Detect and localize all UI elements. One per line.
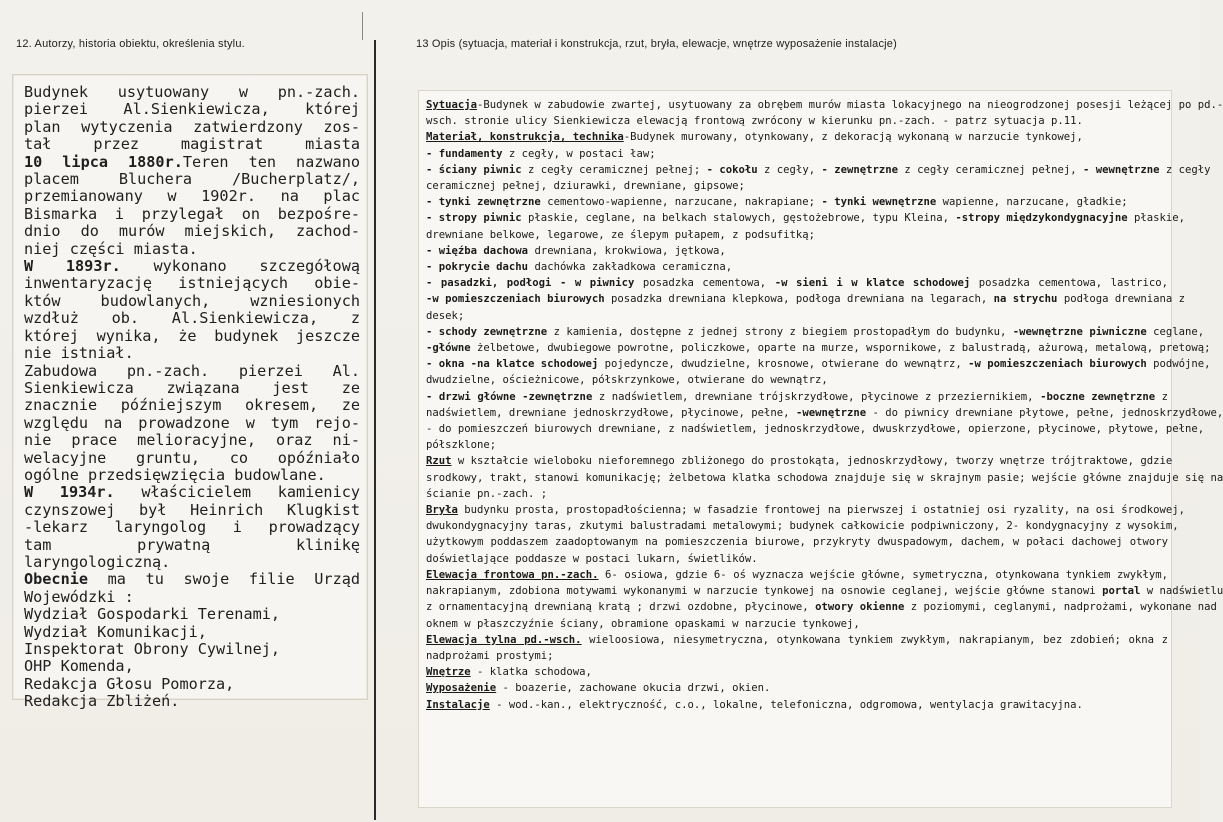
description-fragment: dwudzielne, ościeżnicowe, półskrzynkowe, otwierane do wewnątrz, (426, 374, 828, 387)
description-fragment: srodkowy, trakt, stanowi komunikację; żelbetowa klatka schodowa znajduje się w skrajnym pasie; wejście główne znajduje się na (426, 471, 1223, 484)
description-line (426, 389, 1168, 405)
section-heading: Elewacja frontowa pn.-zach. (426, 568, 599, 581)
description-fragment: - klatka schodowa, (470, 666, 592, 679)
description-line (426, 664, 1168, 680)
description-line (426, 437, 1168, 453)
description-fragment: wieloosiowa, niesymetryczna, otynkowana tynkiem zwykłym, nakrapianym, bez zdobień; okna z (581, 633, 1168, 646)
element-term: - pokrycie dachu (426, 261, 529, 274)
history-line: plan wytyczenia zatwierdzony zos- (24, 117, 360, 136)
description-line (426, 129, 1168, 145)
history-line: której wynika, że budynek jeszcze (24, 326, 360, 345)
history-line: pierzei Al.Sienkiewicza, której (24, 100, 360, 119)
description-fragment: płaskie, (1127, 212, 1185, 225)
history-line: 10 lipca 1880r.Teren ten nazwano (24, 152, 360, 171)
description-line (426, 275, 1168, 291)
history-line: welacyjne gruntu, co opóźniało (24, 448, 360, 467)
element-term: - stropy piwnic (426, 212, 522, 225)
history-line: nie istniał. (24, 344, 134, 363)
history-line: -lekarz laryngolog i prowadzący (24, 518, 360, 537)
description-line (426, 324, 1205, 340)
description-fragment: z cegły ceramicznej pełnej; (521, 163, 707, 176)
history-line: Inspektorat Obrony Cywilnej, (24, 640, 281, 658)
description-fragment: nakrapianym, zdobiona motywami wykonanymi w narzucie tynkowej na osnowie ceglanej, wejście główne stanowi (426, 585, 1103, 598)
element-term: - cokołu (706, 163, 758, 176)
history-line-emphasis: Obecnie (24, 570, 89, 589)
description-line (426, 210, 1185, 226)
description-fragment: z poziomymi, ceglanymi, nadprożami, wykonane nad (904, 601, 1217, 614)
element-term: na strychu (993, 293, 1058, 306)
description-fragment: półszklone; (426, 439, 497, 452)
element-term: -stropy międzykondygnacyjne (955, 212, 1128, 225)
description-fragment: -Budynek murowany, otynkowany, z dekoracją wykonaną w narzucie tynkowej, (623, 131, 1083, 144)
description-line (426, 632, 1168, 648)
history-line: Redakcja Zbliżeń. (24, 692, 180, 711)
left-section-header: 12. Autorzy, historia obiektu, określenia stylu. (16, 38, 245, 50)
history-text (24, 84, 360, 711)
description-line (426, 502, 1185, 518)
description-fragment (551, 277, 560, 289)
description-line (426, 356, 1211, 372)
history-line: placem Bluchera /Bucherplatz/, (24, 170, 360, 189)
history-line: niej części miasta. (24, 239, 198, 258)
history-line: przemianowany w 1902r. na plac (24, 187, 360, 206)
history-line: czynszowej był Heinrich Klugkist (24, 500, 360, 519)
description-fragment: - boazerie, zachowane okucia drzwi, okien. (496, 682, 771, 695)
description-line (426, 259, 1168, 275)
description-line (426, 162, 1211, 178)
description-line (426, 243, 1168, 259)
element-term: - więźba dachowa (426, 244, 529, 257)
section-heading: Wnętrze (426, 666, 471, 679)
description-fragment: z (1155, 390, 1168, 403)
history-line: tam prywatną klinikę (24, 535, 360, 554)
description-line (426, 680, 1168, 696)
description-fragment: w kształcie wieloboku nieforemnego zbliżonego do prostokąta, jednoskrzydłowy, tworzy wnętrze trójtraktowe, gdzie (451, 455, 1173, 468)
description-line (426, 453, 1173, 469)
element-term: -w pomieszczeniach biurowych (426, 293, 605, 306)
description-fragment: z cegły, (757, 163, 822, 176)
description-fragment: posadzka cementowa, (634, 277, 775, 290)
element-term: portal (1102, 585, 1141, 598)
description-fragment: żelbetowe, dwubiegowe powrotne, policzkowe, oparte na murze, wspornikowe, z balustradą, ażurową, metalową, pretową; (470, 342, 1211, 355)
description-fragment: drewniana, krokwiowa, jętkowa, (528, 244, 726, 257)
element-term: otwory okienne (815, 601, 905, 614)
section-heading: Instalacje (426, 698, 490, 711)
history-line: tał przez magistrat miasta (24, 135, 360, 154)
section-heading: Sytuacja (426, 99, 478, 111)
section-heading: Rzut (426, 455, 452, 468)
description-line (426, 697, 1168, 713)
element-term: -główne (426, 342, 471, 355)
history-line: Obecnie ma tu swoje filie Urząd (24, 570, 360, 589)
history-line: Wydział Gospodarki Terenami, (24, 605, 281, 624)
description-fragment: nadprożami prostymi; (426, 649, 554, 662)
description-fragment: ścianie pn.-zach. ; (426, 487, 548, 500)
history-line: Wojewódzki : (24, 587, 134, 606)
description-line (426, 599, 1217, 615)
element-term: - okna -na klatce schodowej (426, 358, 599, 371)
description-line (426, 340, 1211, 356)
description-line (426, 405, 1223, 421)
element-term: - zewnętrzne (821, 163, 898, 176)
description-fragment: cementowo-wapienne, narzucane, nakrapiane; (540, 196, 822, 209)
description-line (426, 583, 1223, 599)
description-fragment: użytkowym poddaszem zaadoptowanym na pomieszczenia biurowe, przykryty dwuspadowym, dachem, w połaci dachowej otwory (426, 536, 1168, 549)
description-fragment: - do pomieszczeń biurowych drewniane, z nadświetlem, jednoskrzydłowe, dwuskrzydłowe, opierzone, płycinowe, płytowe, pełne, (426, 423, 1205, 436)
description-line (426, 194, 1168, 210)
description-fragment: z cegły (1159, 163, 1211, 176)
section-heading: Materiał, konstrukcja, technika (426, 131, 624, 144)
description-line (426, 291, 1185, 307)
description-fragment: płaskie, ceglane, na belkach stalowych, gęstożebrowe, typu Kleina, (521, 212, 956, 225)
description-fragment: podwójne, (1146, 358, 1211, 371)
right-section-header: 13 Opis (sytuacja, materiał i konstrukcja, rzut, bryła, elewacje, wnętrze wyposażenie instalacje) (416, 38, 897, 50)
description-line (426, 648, 1168, 664)
description-line (426, 372, 1168, 388)
description-fragment: 6- osiowa, gdzie 6- oś wyznacza wejście główne, symetryczna, otynkowana tynkiem zwykłym, (598, 568, 1168, 581)
section-heading: Bryła (426, 504, 458, 517)
description-fragment: posadzka drewniana klepkowa, podłoga drewniana na legarach, (604, 293, 994, 306)
history-line: Wydział Komunikacji, (24, 622, 207, 641)
description-fragment: oknem w płaszczyźnie ściany, obramione opaskami w narzucie tynkowej, (426, 617, 860, 630)
history-line: laryngologiczną. (24, 552, 171, 571)
description-fragment: w nadświetlu (1140, 585, 1223, 598)
history-line-emphasis: W 1934r. (24, 483, 115, 502)
column-divider-top (362, 12, 363, 40)
history-line: któw budowlanych, wzniesionych (24, 291, 360, 310)
history-line: nie prace melioracyjne, oraz ni- (24, 431, 360, 450)
description-line (426, 534, 1168, 550)
element-term: - drzwi główne -zewnętrzne (426, 390, 593, 403)
element-term: - tynki wewnętrzne (821, 196, 937, 209)
description-fragment: z nadświetlem, drewniane trójskrzydłowe, płycinowe z przeziernikiem, (592, 390, 1041, 403)
description-fragment: dachówka zakładkowa ceramiczna, (528, 261, 733, 274)
description-line (426, 227, 1168, 243)
history-line: wzdłuż ob. Al.Sienkiewicza, z (24, 309, 360, 328)
description-fragment: posadzka cementowa, lastrico, (970, 277, 1168, 290)
description-line (426, 178, 1168, 194)
element-term: - fundamenty (426, 147, 503, 160)
column-divider (374, 40, 376, 820)
description-line (426, 308, 1168, 324)
description-line (426, 518, 1179, 534)
history-line: Bismarka i przylegał on bezpośre- (24, 204, 360, 223)
description-line (426, 97, 1223, 113)
history-line: względu na prowadzone w tym rejo- (24, 413, 360, 432)
description-fragment: z cegły, w postaci ław; (502, 147, 656, 160)
element-term: -boczne zewnętrzne (1040, 390, 1156, 403)
description-fragment: desek; (426, 309, 465, 322)
element-term: -wewnętrzne (795, 406, 867, 419)
description-line (426, 486, 1168, 502)
history-line: Sienkiewicza związana jest ze (24, 378, 360, 397)
element-term: - wewnętrzne (1082, 163, 1160, 176)
element-term: - schody zewnętrzne (426, 325, 548, 338)
history-line-emphasis: 10 lipca 1880r. (24, 152, 183, 171)
description-line (426, 470, 1223, 486)
history-line: znacznie późniejszym okresem, ze (24, 396, 360, 415)
description-line (426, 146, 1168, 162)
description-fragment: pojedyncze, dwudzielne, krosnowe, otwierane do wewnątrz, (598, 358, 969, 371)
description-line (426, 551, 1168, 567)
history-line: Budynek usytuowany w pn.-zach. (24, 83, 360, 101)
description-fragment: ceglane, (1146, 325, 1205, 338)
description-fragment: budynku prosta, prostopadłościenna; w fasadzie frontowej na pierwszej i ostatniej osi ryzality, na osi środkowej, (457, 504, 1185, 517)
description-text (426, 97, 1223, 713)
description-fragment: doświetlające poddasze w postaci lukarn, świetlików. (426, 552, 758, 565)
description-fragment: drewniane belkowe, legarowe, ze ślepym pułapem, z podsufitką; (426, 228, 816, 241)
description-line (426, 616, 1168, 632)
description-fragment: z cegły ceramicznej pełnej, (898, 163, 1083, 176)
description-fragment: - do piwnicy drewniane płytowe, pełne, jednoskrzydłowe, (866, 406, 1223, 419)
description-fragment: - wod.-kan., elektryczność, c.o., lokalne, telefoniczna, odgromowa, wentylacja grawitacyjna. (489, 698, 1083, 711)
element-term: - w piwnicy (559, 277, 635, 290)
description-fragment: dwukondygnacyjny taras, zkutymi balustradami metalowymi; budynek całkowicie podpiwniczony, 2- kondygnacyjny z wysokim, (426, 520, 1179, 533)
element-term: - ściany piwnic (426, 163, 522, 176)
description-fragment: -Budynek w zabudowie zwartej, usytuowany za obrębem murów miasta lokacyjnego na nieogrodzonej posesji leżącej po pd.- (477, 99, 1223, 111)
history-line: ogólne przedsięwzięcia budowlane. (24, 465, 326, 484)
description-fragment: z ornamentacyjną drewnianą kratą ; drzwi ozdobne, płycinowe, (426, 601, 816, 614)
history-line: Zabudowa pn.-zach. pierzei Al. (24, 361, 360, 380)
history-line: dnio do murów miejskich, zachod- (24, 222, 360, 241)
description-line (426, 421, 1205, 437)
description-fragment: ceramicznej pełnej, dziurawki, drewniane, gipsowe; (426, 180, 745, 193)
description-fragment: wapienne, narzucane, gładkie; (936, 196, 1128, 209)
element-term: -wewnętrzne piwniczne (1012, 325, 1147, 338)
history-line-emphasis: W 1893r. (24, 257, 121, 276)
description-fragment: z kamienia, dostępne z jednej strony z biegiem prostopadłym do budynku, (547, 325, 1013, 338)
history-line: OHP Komenda, (24, 657, 134, 676)
history-line: W 1934r. właścicielem kamienicy (24, 483, 360, 502)
section-heading: Wyposażenie (426, 682, 497, 695)
history-line: W 1893r. wykonano szczegółową (24, 257, 360, 276)
element-term: -w sieni i w klatce schodowej (774, 277, 971, 290)
history-line: Redakcja Głosu Pomorza, (24, 674, 235, 693)
element-term: - tynki zewnętrzne (426, 196, 541, 209)
description-fragment: podłoga drewniana z (1057, 293, 1185, 306)
description-line (426, 113, 1168, 129)
description-line (426, 567, 1168, 583)
element-term: -w pomieszczeniach biurowych (968, 358, 1147, 371)
description-fragment: wsch. stronie ulicy Sienkiewicza elewacją frontową zwrócony w kierunku pn.-zach. - patrz sytuacja p.11. (426, 115, 1083, 128)
element-term: - pasadzki, podłogi (426, 277, 552, 290)
description-fragment: nadświetlem, drewniane jednoskrzydłowe, płycinowe, pełne, (426, 406, 796, 419)
section-heading: Elewacja tylna pd.-wsch. (426, 633, 582, 646)
history-line: inwentaryzację istniejących obie- (24, 274, 360, 293)
